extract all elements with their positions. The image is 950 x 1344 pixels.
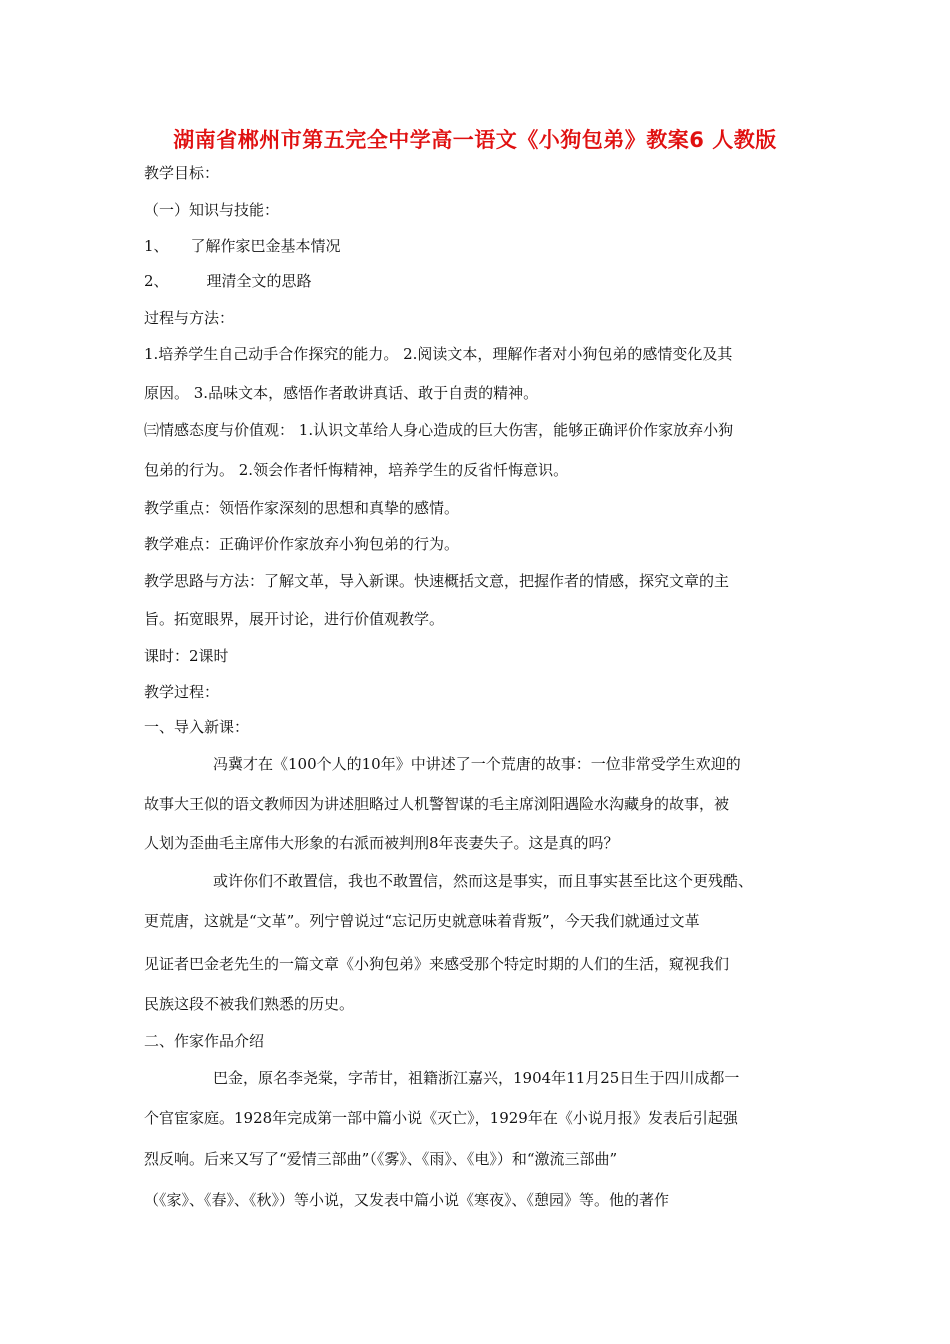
teaching-goals-heading: 教学目标： (144, 164, 220, 182)
paragraph-line: 或许你们不敢置信，我也不敢置信，然而这是事实，而且事实甚至比这个更残酷、 (213, 872, 754, 890)
knowledge-skills-heading: （一）知识与技能： (144, 201, 280, 219)
goal-item-2-number: 2、 (144, 272, 169, 290)
teaching-process-heading: 教学过程： (144, 683, 220, 701)
paragraph-line: ㈢情感态度与价值观： 1.认识文革给人身心造成的巨大伤害，能够正确评价作家放弃小狗 (144, 421, 734, 439)
paragraph-line: 巴金，原名李尧棠，字芾甘，祖籍浙江嘉兴，1904年11月25日生于四川成都一 (213, 1069, 740, 1087)
paragraph-line: 更荒唐，这就是“文革”。列宁曾说过“忘记历史就意味着背叛”，今天我们就通过文革 (144, 912, 700, 930)
section-heading-intro: 一、导入新课： (144, 718, 250, 736)
paragraph-line: 见证者巴金老先生的一篇文章《小狗包弟》来感受那个特定时期的人们的生活，窥视我们 (144, 955, 730, 973)
teaching-difficulty: 教学难点：正确评价作家放弃小狗包弟的行为。 (144, 535, 460, 553)
class-hours: 课时：2课时 (144, 647, 229, 665)
paragraph-line: 个官宦家庭。1928年完成第一部中篇小说《灭亡》，1929年在《小说月报》发表后引起强 (144, 1109, 738, 1127)
paragraph-line: 冯冀才在《100个人的10年》中讲述了一个荒唐的故事：一位非常受学生欢迎的 (213, 755, 741, 773)
teaching-focus: 教学重点：领悟作家深刻的思想和真挚的感情。 (144, 499, 460, 517)
goal-item-1-text: 了解作家巴金基本情况 (190, 237, 341, 255)
paragraph-line: 故事大王似的语文教师因为讲述胆略过人机警智谋的毛主席浏阳遇险水沟藏身的故事，被 (144, 795, 730, 813)
paragraph-line: 教学思路与方法：了解文革，导入新课。快速概括文意，把握作者的情感，探究文章的主 (144, 572, 730, 590)
paragraph-line: 包弟的行为。 2.领会作者忏悔精神，培养学生的反省忏悔意识。 (144, 461, 569, 479)
goal-item-1-number: 1、 (144, 237, 169, 255)
goal-item-1 (144, 236, 341, 256)
paragraph-line: 民族这段不被我们熟悉的历史。 (144, 995, 355, 1013)
document-title: 湖南省郴州市第五完全中学高一语文《小狗包弟》教案6 人教版 (173, 128, 777, 152)
paragraph-line: 人划为歪曲毛主席伟大形象的右派而被判刑8年丧妻失子。这是真的吗？ (144, 834, 619, 852)
paragraph-line: 原因。 3.品味文本，感悟作者敢讲真话、敢于自责的精神。 (144, 384, 539, 402)
goal-item-2 (144, 271, 312, 291)
goal-item-2-text: 理清全文的思路 (206, 272, 312, 290)
paragraph-line: 旨。拓宽眼界，展开讨论，进行价值观教学。 (144, 610, 445, 628)
paragraph-line: 1.培养学生自己动手合作探究的能力。 2.阅读文本，理解作者对小狗包弟的感情变化及其 (144, 345, 733, 363)
paragraph-line: 烈反响。后来又写了“爱情三部曲”（《雾》、《雨》、《电》）和“激流三部曲” (144, 1150, 618, 1168)
section-heading-author: 二、作家作品介绍 (144, 1032, 265, 1050)
paragraph-line: （《家》、《春》、《秋》）等小说，又发表中篇小说《寒夜》、《憩园》等。他的著作 (144, 1191, 670, 1209)
process-method-heading: 过程与方法： (144, 309, 235, 327)
